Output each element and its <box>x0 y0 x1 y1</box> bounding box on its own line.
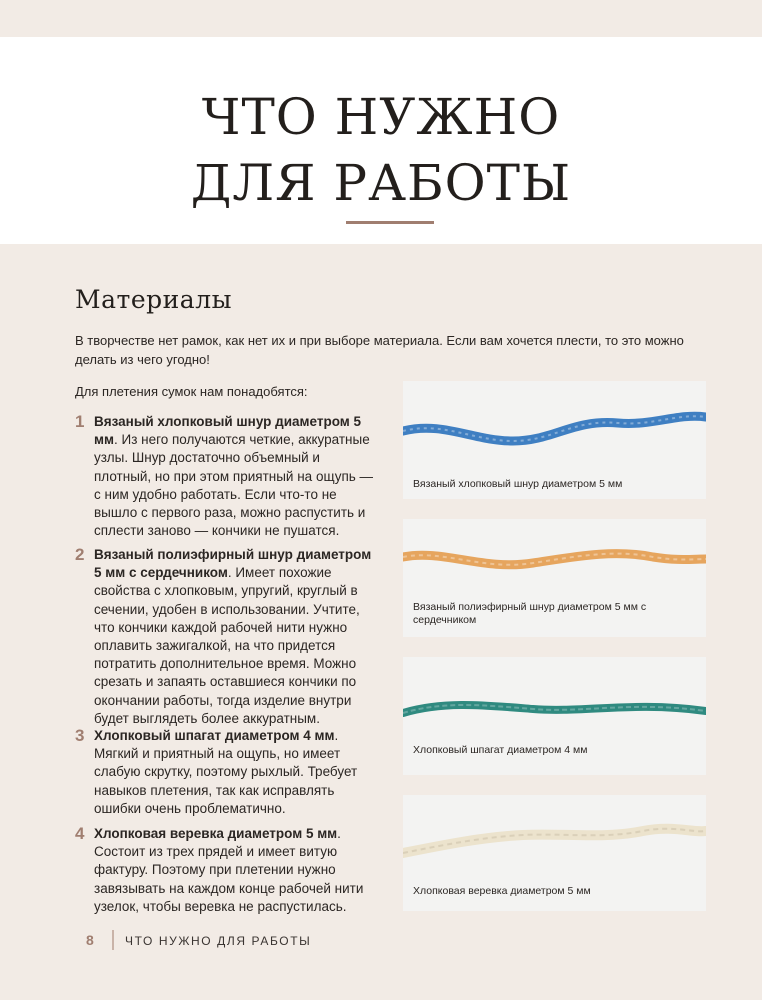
item-text: . Состоит из трех прядей и имеет витую фактуру. Поэтому при плетении нужно завязывать на каждом конце рабочей нити узелок, чтобы веревка не распустилась. <box>94 826 364 914</box>
item-heading: Вязаный хлопковый шнур диаметром 5 мм <box>94 414 362 448</box>
cord-stroke <box>403 829 706 853</box>
item-number: 4 <box>75 824 85 843</box>
item-text: . Имеет похожие свойства с хлопковым, упругий, круглый в сечении, удобен в использовании. Учтите, что кончики каждой рабочей нити нужно оплавить зажигалкой, на что придется потратить дополнительное время. Можно срезать и запаять оставшиеся кончики по окончании работы, тогда изделие внутри будет выглядеть более аккуратным. <box>94 565 360 726</box>
item-heading: Вязаный полиэфирный шнур диаметром 5 мм с сердечником <box>94 547 372 581</box>
top-band <box>0 0 762 37</box>
item-body <box>94 825 375 916</box>
item-body <box>94 413 375 540</box>
page-number: 8 <box>86 932 94 948</box>
item-text: . Из него получаются четкие, аккуратные узлы. Шнур достаточно объемный и плотный, но при этом приятный на ощупь — с ним удобно работать. Если что-то не вышло с первого раза, можно распустить и сплести заново — кончики не пушатся. <box>94 432 374 539</box>
photo-cotton-rope <box>403 795 706 911</box>
page-header <box>0 37 762 244</box>
photo-cotton-cord <box>403 381 706 499</box>
photo-caption: Хлопковый шпагат диаметром 4 мм <box>413 744 588 756</box>
photo-polyester-cord <box>403 519 706 637</box>
section-title: Материалы <box>75 285 232 314</box>
list-item <box>75 825 375 916</box>
item-number: 1 <box>75 412 85 431</box>
item-body <box>94 546 375 728</box>
running-title: ЧТО НУЖНО ДЛЯ РАБОТЫ <box>125 934 312 948</box>
page-title-line1: ЧТО НУЖНО <box>201 88 561 146</box>
photo-caption: Вязаный хлопковый шнур диаметром 5 мм <box>413 478 623 490</box>
item-heading: Хлопковая веревка диаметром 5 мм <box>94 826 338 841</box>
photo-cotton-twine <box>403 657 706 775</box>
item-text: . Мягкий и приятный на ощупь, но имеет слабую скрутку, поэтому рыхлый. Требует навыков плетения, так как исправлять ошибки очень проблематично. <box>94 728 358 816</box>
item-number: 2 <box>75 545 85 564</box>
title-divider <box>346 221 434 224</box>
photo-caption: Вязаный полиэфирный шнур диаметром 5 мм с сердечником <box>413 601 647 626</box>
list-item <box>75 413 375 540</box>
list-item <box>75 727 375 818</box>
cord-illustration <box>403 657 706 775</box>
item-heading: Хлопковый шпагат диаметром 4 мм <box>94 728 335 743</box>
photo-caption: Хлопковая веревка диаметром 5 мм <box>413 885 591 897</box>
intro-paragraph: В творчестве нет рамок, как нет их и при выборе материала. Если вам хочется плести, то это можно делать из чего угодно! <box>75 333 684 367</box>
item-number: 3 <box>75 726 85 745</box>
lead-paragraph: Для плетения сумок нам понадобятся: <box>75 384 308 399</box>
list-item <box>75 546 375 728</box>
page-title-line2: ДЛЯ РАБОТЫ <box>190 154 572 212</box>
item-body <box>94 727 375 818</box>
footer-divider <box>112 930 114 950</box>
